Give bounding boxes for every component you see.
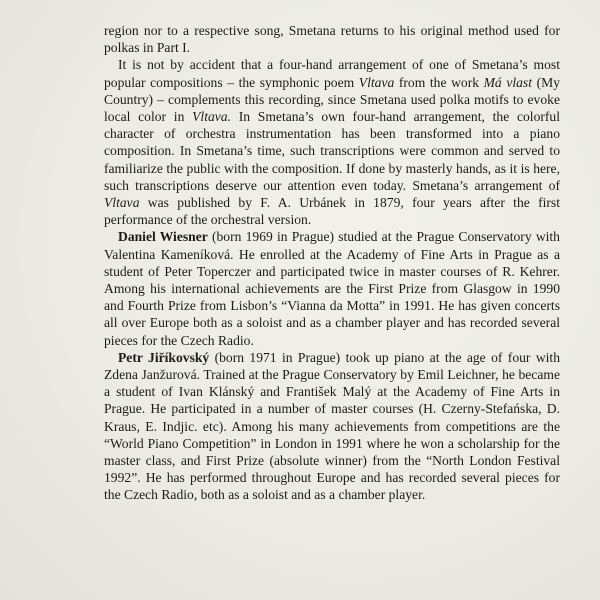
paragraph-polka-method: [104, 22, 560, 56]
paragraph-text-segment: It is not by accident that a four-hand arrangement of one of Smetana’s most popular compositions – the symphonic poem: [104, 57, 560, 90]
paragraph-biography-wiesner: [104, 228, 560, 348]
performer-name: Petr Jiříkovský: [118, 349, 210, 365]
paragraph-text-segment: (My Country) – complements this recording, since Smetana used polka motifs to evoke local color in: [104, 74, 560, 125]
work-title-vltava: Vltava: [104, 195, 140, 211]
liner-notes-text: [104, 22, 560, 504]
paragraph-vltava-arrangement: [104, 56, 560, 228]
paragraph-text-segment: In Smetana’s own four-hand arrangement, the colorful character of orchestra instrumentation has been transformed into a piano composition. In Smetana’s time, such transcriptions were common and served to familiarize the public with the composition. If done by masterly hands, as it is here, such transcriptions deserve our attention even today. Smetana’s arrangement of: [104, 109, 560, 193]
performer-name: Daniel Wiesner: [118, 229, 208, 245]
paragraph-text: region nor to a respective song, Smetana returns to his original method used for polkas in Part I.: [104, 23, 560, 56]
paragraph-biography-jirikovsky: [104, 349, 560, 504]
work-title-ma-vlast: Má vlast: [483, 74, 532, 90]
biography-text: (born 1969 in Prague) studied at the Prague Conservatory with Valentina Kameníková. He enrolled at the Academy of Fine Arts in Prague as a student of Peter Toperczer and participated twice in master courses of R. Kehrer. Among his international achievements are the First Prize from Glasgow in 1990 and Fourth Prize from Lisbon’s “Vianna da Motta” in 1991. He has given concerts all over Europe both as a soloist and as a chamber player and has recorded several pieces for the Czech Radio.: [104, 229, 560, 348]
biography-text: (born 1971 in Prague) took up piano at the age of four with Zdena Janžurová. Trained at the Prague Conservatory by Emil Leichner, he became a student of Ivan Klánský and František Malý at the Academy of Fine Arts in Prague. He participated in a number of master courses (H. Czerny-Stefańska, D. Kraus, E. Indjic. etc). Among his many achievements from competitions are the “World Piano Competition” in London in 1991 where he won a scholarship for the master class, and First Prize (absolute winner) from the “North London Festival 1992”. He has performed throughout Europe and has recorded several pieces for the Czech Radio, both as a soloist and as a chamber player.: [104, 349, 560, 503]
work-title-vltava: Vltava.: [192, 109, 231, 125]
paragraph-text-segment: was published by F. A. Urbánek in 1879, four years after the first performance of the orchestral version.: [104, 195, 560, 228]
work-title-vltava: Vltava: [358, 74, 395, 90]
paragraph-text-segment: from the work: [394, 74, 484, 90]
